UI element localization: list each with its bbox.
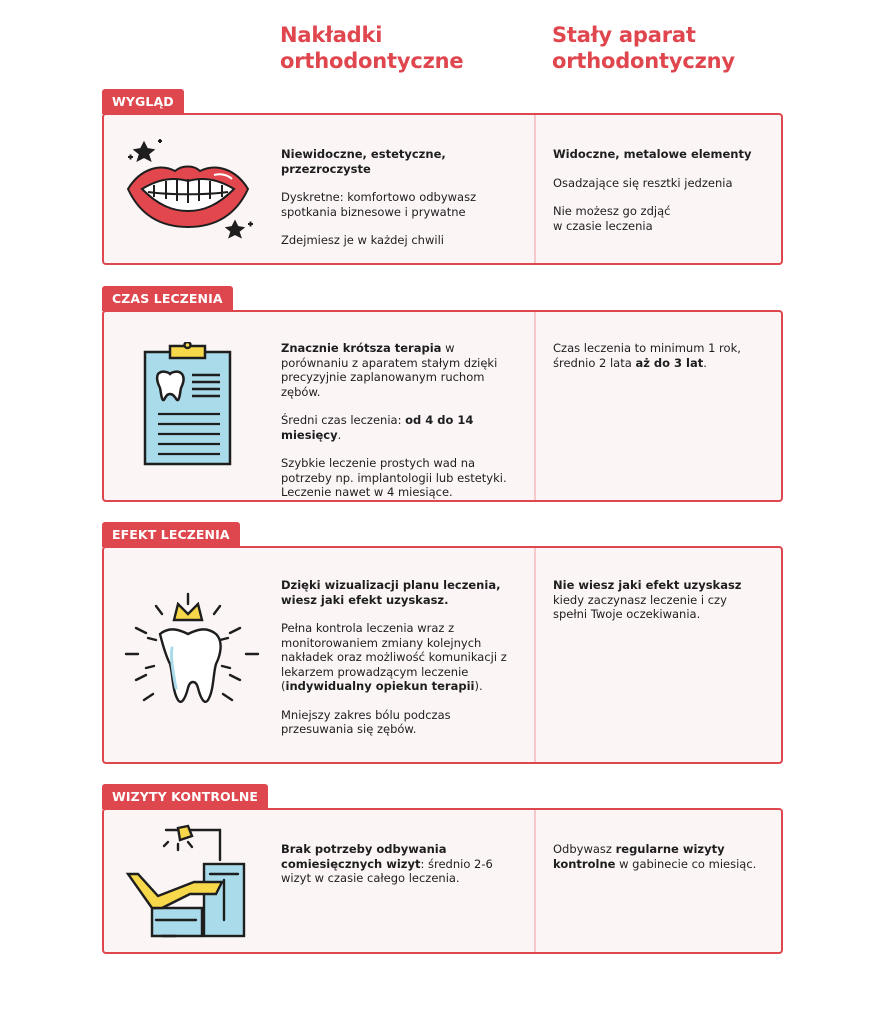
paragraph	[281, 233, 521, 248]
section-box	[102, 546, 783, 764]
bold-text: Nie wiesz jaki efekt uzyskasz	[553, 578, 742, 592]
section-check-up-visits	[102, 784, 783, 954]
paragraph	[553, 341, 763, 370]
clipboard-tooth-icon	[140, 342, 240, 470]
section-tab: WIZYTY KONTROLNE	[102, 784, 268, 809]
text: Pełna kontrola leczenia wraz z monitorowaniem zmiany kolejnych nakładek oraz możliwość komunikacji z lekarzem prowadzącym leczenie (	[281, 621, 507, 693]
bold-text: Widoczne, metalowe elementy	[553, 147, 752, 161]
text: w porównaniu z aparatem stałym dzięki precyzyjnie zaplanowanym ruchom zębów.	[281, 341, 498, 399]
text: ).	[474, 679, 483, 693]
text: .	[703, 355, 707, 370]
section-appearance	[102, 89, 783, 265]
column-divider	[534, 548, 536, 762]
column-divider	[534, 810, 536, 952]
text: .	[337, 427, 342, 442]
dental-chair-icon	[124, 824, 248, 940]
paragraph	[281, 190, 521, 219]
column-divider	[534, 312, 536, 500]
paragraph	[553, 204, 763, 233]
section-tab: EFEKT LECZENIA	[102, 522, 240, 547]
paragraph	[281, 621, 521, 694]
bold-text: Znacznie krótsza terapia	[281, 341, 442, 355]
section-box	[102, 808, 783, 954]
paragraph	[281, 708, 521, 737]
section-box	[102, 113, 783, 265]
paragraph	[553, 578, 763, 622]
section-box	[102, 310, 783, 502]
section-treatment-time	[102, 286, 783, 502]
paragraph	[553, 147, 763, 162]
bold-text: indywidualny opiekun terapii	[285, 679, 475, 693]
braces-column	[553, 842, 763, 871]
text: : średnio 2-6 wizyt w czasie całego leczenia.	[281, 856, 493, 885]
paragraph	[281, 341, 521, 399]
paragraph	[281, 842, 521, 886]
paragraph	[281, 456, 521, 500]
text: Nie możesz go zdjąć w czasie leczenia	[553, 204, 671, 233]
paragraph	[553, 842, 763, 871]
bold-text: Niewidoczne, estetyczne, przezroczyste	[281, 147, 446, 176]
text: Osadzające się resztki jedzenia	[553, 175, 733, 190]
text: Odbywasz	[553, 842, 616, 856]
section-treatment-effect	[102, 522, 783, 764]
bold-text: aż do 3 lat	[635, 355, 704, 370]
text: w gabinecie co miesiąc.	[615, 856, 757, 871]
text: Szybkie leczenie prostych wad na potrzeby np. implantologii lub estetyki. Leczenie nawet w 4 miesiące.	[281, 456, 507, 499]
column-divider	[534, 115, 536, 263]
aligners-column	[281, 842, 521, 886]
crowned-tooth-icon	[122, 592, 262, 716]
text: kiedy zaczynasz leczenie i czy spełni Twoje oczekiwania.	[553, 592, 727, 621]
text: Mniejszy zakres bólu podczas przesuwania się zębów.	[281, 707, 451, 736]
bold-text: Dzięki wizualizacji planu leczenia, wiesz jaki efekt uzyskasz.	[281, 578, 501, 607]
column-header-aligners: Nakładki orthodontyczne	[280, 23, 464, 73]
braces-column	[553, 341, 763, 370]
text: Zdejmiesz je w każdej chwili	[281, 233, 444, 247]
text: Czas leczenia to minimum 1 rok, średnio 2 lata	[553, 341, 741, 370]
text: Średni czas leczenia:	[281, 413, 406, 427]
bold-text: regularne wizyty kontrolne	[553, 842, 725, 871]
braces-column	[553, 147, 763, 233]
aligners-column	[281, 147, 521, 248]
aligners-column	[281, 341, 521, 500]
section-tab: CZAS LECZENIA	[102, 286, 233, 311]
bold-text: Brak potrzeby odbywania comiesięcznych wizyt	[281, 842, 447, 871]
paragraph	[281, 413, 521, 442]
paragraph	[281, 578, 521, 607]
text: Dyskretne: komfortowo odbywasz spotkania biznesowe i prywatne	[281, 190, 477, 219]
section-tab: WYGLĄD	[102, 89, 184, 114]
paragraph	[553, 176, 763, 191]
braces-column	[553, 578, 763, 622]
bold-text: od 4 do 14 miesięcy	[281, 413, 474, 442]
smile-icon	[120, 129, 260, 249]
column-header-fixed-braces: Stały aparat orthodontyczny	[552, 23, 735, 73]
paragraph	[281, 147, 521, 176]
aligners-column	[281, 578, 521, 737]
